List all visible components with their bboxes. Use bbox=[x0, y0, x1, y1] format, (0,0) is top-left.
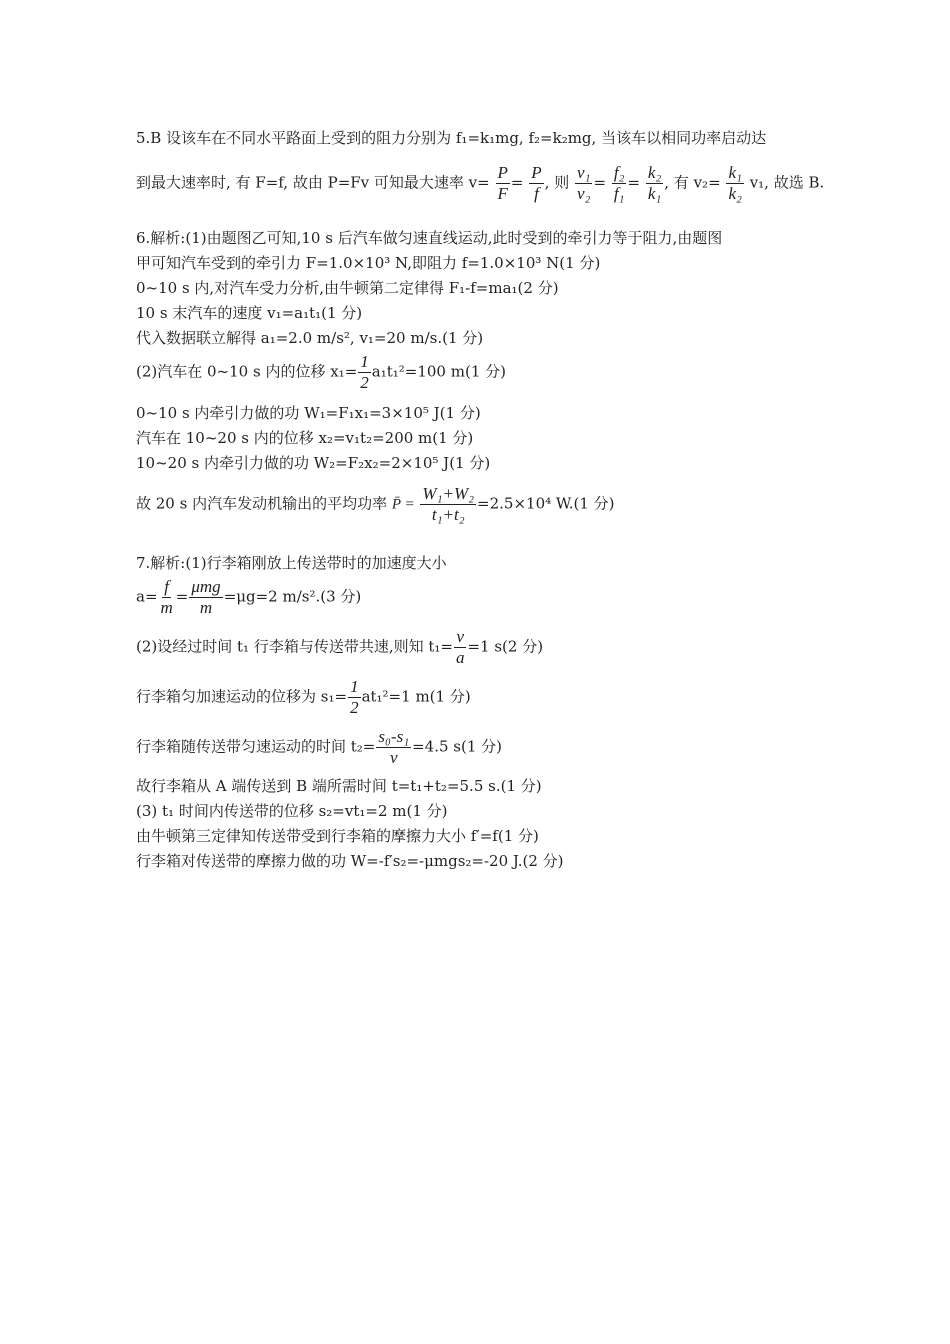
text: = bbox=[593, 173, 607, 192]
line-7-i: 行李箱对传送带的摩擦力做的功 W=-f′s₂=-μmgs₂=-20 J.(2 分) bbox=[136, 852, 564, 870]
line-7-title: 7.解析:(1)行李箱刚放上传送带时的加速度大小 bbox=[136, 554, 447, 572]
fraction-half: $\frac{1}{2}$ bbox=[360, 352, 369, 392]
fraction-v-over-a: $\frac{v}{a}$ bbox=[455, 627, 465, 667]
text: =1 s(2 分) bbox=[467, 637, 544, 656]
text: (2)设经过时间 t₁ 行李箱与传送带共速,则知 t₁= bbox=[136, 637, 453, 656]
fraction-p-over-f-cap: $\frac{P}{F}$ bbox=[497, 163, 508, 203]
line-6-g: 0~10 s 内牵引力做的功 W₁=F₁x₁=3×10⁵ J(1 分) bbox=[136, 404, 481, 422]
text: =μg=2 m/s².(3 分) bbox=[223, 587, 362, 606]
line-7-d bbox=[136, 677, 471, 718]
line-7-e bbox=[136, 727, 502, 768]
line-6-title: 6.解析:(1)由题图乙可知,10 s 后汽车做匀速直线运动,此时受到的牵引力等于阻力,由题图 bbox=[136, 229, 723, 247]
line-6-f bbox=[136, 352, 506, 393]
text: 行李箱随传送带匀速运动的时间 t₂= bbox=[136, 737, 376, 756]
text: (2)汽车在 0~10 s 内的位移 x₁= bbox=[136, 362, 358, 381]
text: v₁, 故选 B. bbox=[749, 173, 825, 192]
text: P̄ = bbox=[391, 496, 415, 513]
text: , 有 v₂= bbox=[664, 173, 721, 192]
text: at₁²=1 m(1 分) bbox=[361, 687, 471, 706]
fraction-p-over-f: $\frac{P}{f}$ bbox=[531, 163, 542, 203]
text: = bbox=[175, 587, 189, 606]
text: = bbox=[510, 173, 524, 192]
line-5b-cont bbox=[136, 163, 824, 204]
line-7-b bbox=[136, 577, 361, 618]
line-6-b: 甲可知汽车受到的牵引力 F=1.0×10³ N,即阻力 f=1.0×10³ N(1 分) bbox=[136, 254, 601, 272]
line-7-f: 故行李箱从 A 端传送到 B 端所需时间 t=t₁+t₂=5.5 s.(1 分) bbox=[136, 777, 542, 795]
fraction-v1-over-v2: $\frac{\text{v₁}}{\text{v₂}}$ bbox=[576, 163, 591, 203]
text: a= bbox=[136, 587, 158, 606]
fraction-k2-over-k1: $\frac{\text{k₂}}{\text{k₁}}$ bbox=[647, 163, 662, 203]
fraction-work-over-time: $\frac{\text{W₁+W₂}}{\text{t₁+t₂}}$ bbox=[422, 484, 475, 524]
text: = bbox=[627, 173, 641, 192]
fraction-s-over-v: $\frac{\text{s₀-s₁}}{v}$ bbox=[378, 727, 410, 767]
text: , 则 bbox=[544, 173, 570, 192]
text: =4.5 s(1 分) bbox=[412, 737, 503, 756]
line-6-c: 0~10 s 内,对汽车受力分析,由牛顿第二定律得 F₁-f=ma₁(2 分) bbox=[136, 279, 559, 297]
line-6-h: 汽车在 10~20 s 内的位移 x₂=v₁t₂=200 m(1 分) bbox=[136, 429, 474, 447]
text: a₁t₁²=100 m(1 分) bbox=[371, 362, 506, 381]
line-7-c bbox=[136, 627, 543, 668]
text: 行李箱匀加速运动的位移为 s₁= bbox=[136, 687, 348, 706]
fraction-umg-over-m: $\frac{\text{μmg}}{m}$ bbox=[191, 577, 221, 617]
fraction-half: $\frac{1}{2}$ bbox=[350, 677, 359, 717]
line-7-g: (3) t₁ 时间内传送带的位移 s₂=vt₁=2 m(1 分) bbox=[136, 802, 448, 820]
line-6-e: 代入数据联立解得 a₁=2.0 m/s², v₁=20 m/s.(1 分) bbox=[136, 329, 484, 347]
line-6-i: 10~20 s 内牵引力做的功 W₂=F₂x₂=2×10⁵ J(1 分) bbox=[136, 454, 491, 472]
line-5b: 5.B 设该车在不同水平路面上受到的阻力分别为 f₁=k₁mg, f₂=k₂mg, 当该车以相同功率启动达 bbox=[136, 129, 767, 147]
fraction-k1-over-k2: $\frac{\text{k₁}}{\text{k₂}}$ bbox=[728, 163, 742, 203]
line-6-d: 10 s 末汽车的速度 v₁=a₁t₁(1 分) bbox=[136, 304, 363, 322]
fraction-f-over-m: $\frac{f}{m}$ bbox=[160, 577, 173, 617]
text: =2.5×10⁴ W.(1 分) bbox=[477, 494, 615, 513]
fraction-f2-over-f1: $\frac{\text{f₂}}{\text{f₁}}$ bbox=[613, 163, 625, 203]
text: 到最大速率时, 有 F=f, 故由 P=Fv 可知最大速率 v= bbox=[136, 173, 490, 192]
line-7-h: 由牛顿第三定律知传送带受到行李箱的摩擦力大小 f′=f(1 分) bbox=[136, 827, 539, 845]
text: 故 20 s 内汽车发动机输出的平均功率 bbox=[136, 494, 388, 513]
line-6-j bbox=[136, 484, 615, 525]
